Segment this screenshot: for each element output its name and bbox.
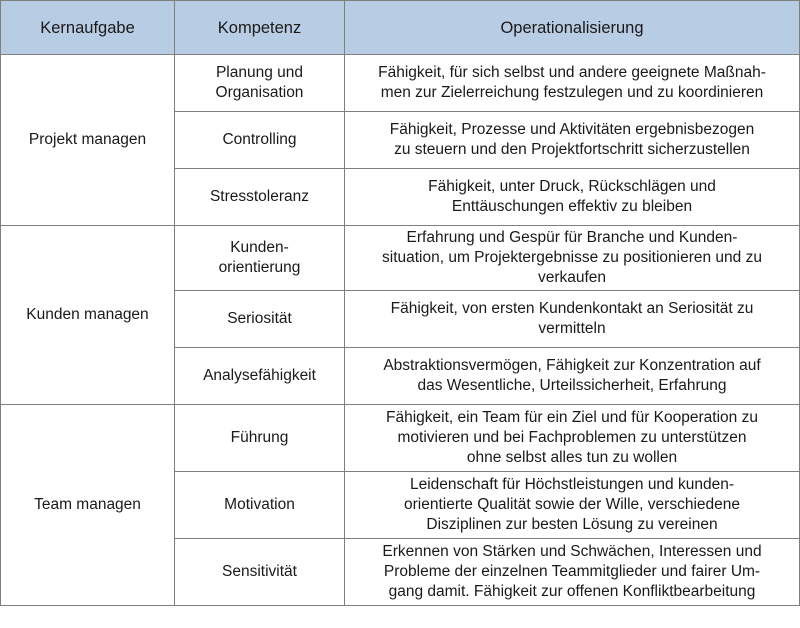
description-text: Fähigkeit, ein Team für ein Ziel und für Kooperation zu motivieren und bei Fachproblemen zu unterstützen ohne selbst alles tun zu wollen (386, 409, 758, 466)
description-cell (345, 405, 800, 472)
competence-cell (175, 472, 345, 539)
competence-label: Kunden- orientierung (218, 239, 301, 276)
competence-cell (175, 226, 345, 291)
description-cell (345, 348, 800, 405)
header-operationalisierung: Operationalisierung (345, 1, 800, 55)
task-cell-team (1, 405, 175, 606)
competence-label: Controlling (222, 131, 297, 148)
description-text: Fähigkeit, für sich selbst und andere geeignete Maßnah- men zur Zielerreichung festzulegen und zu koordinieren (378, 64, 766, 101)
table-row (1, 55, 800, 112)
table-header (1, 1, 800, 55)
competence-cell (175, 539, 345, 606)
description-text: Abstraktionsvermögen, Fähigkeit zur Konzentration auf das Wesentliche, Urteilssicherheit, Erfahrung (383, 357, 761, 394)
description-text: Fähigkeit, unter Druck, Rückschlägen und Enttäuschungen effektiv zu bleiben (428, 178, 716, 215)
description-cell (345, 291, 800, 348)
competence-label: Analysefähigkeit (203, 367, 316, 384)
description-text: Leidenschaft für Höchstleistungen und kunden- orientierte Qualität sowie der Wille, verschiedene Disziplinen zur besten Lösung zu vereinen (404, 476, 740, 533)
competence-cell (175, 291, 345, 348)
description-cell (345, 169, 800, 226)
description-cell (345, 539, 800, 606)
task-label: Kunden managen (26, 306, 149, 323)
header-row (1, 1, 800, 55)
competence-cell (175, 55, 345, 112)
competence-label: Sensitivität (222, 563, 297, 580)
description-cell (345, 472, 800, 539)
table-row (1, 226, 800, 291)
competence-label: Seriosität (227, 310, 292, 327)
competence-cell (175, 348, 345, 405)
table-row (1, 405, 800, 472)
description-cell (345, 112, 800, 169)
header-kompetenz: Kompetenz (175, 1, 345, 55)
competence-cell (175, 112, 345, 169)
task-cell-kunden (1, 226, 175, 405)
table-body (1, 55, 800, 606)
task-label: Team managen (34, 496, 141, 513)
competence-cell (175, 405, 345, 472)
competence-label: Planung und Organisation (215, 64, 304, 101)
header-kernaufgabe: Kernaufgabe (1, 1, 175, 55)
description-text: Erkennen von Stärken und Schwächen, Interessen und Probleme der einzelnen Teammitglieder und fairer Um- gang damit. Fähigkeit zur offenen Konfliktbearbeitung (382, 543, 762, 600)
description-text: Fähigkeit, von ersten Kundenkontakt an Seriosität zu vermitteln (390, 300, 754, 337)
competence-label: Stresstoleranz (209, 188, 310, 205)
competence-label: Führung (230, 429, 289, 446)
description-cell (345, 226, 800, 291)
task-cell-projekt (1, 55, 175, 226)
task-label: Projekt managen (28, 131, 147, 148)
competence-label: Motivation (224, 496, 295, 513)
description-cell (345, 55, 800, 112)
competence-cell (175, 169, 345, 226)
description-text: Erfahrung und Gespür für Branche und Kunden- situation, um Projektergebnisse zu positionieren und zu verkaufen (382, 229, 762, 286)
description-text: Fähigkeit, Prozesse und Aktivitäten ergebnisbezogen zu steuern und den Projektfortschritt sicherzustellen (389, 121, 755, 158)
